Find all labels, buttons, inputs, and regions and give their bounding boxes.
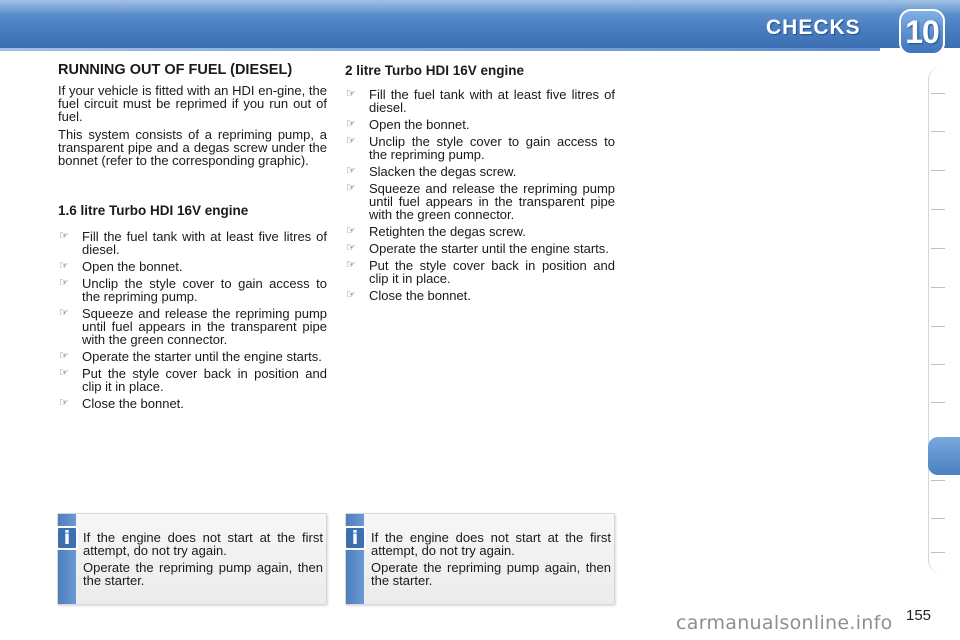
tab-divider [931,93,945,94]
chapter-tab-active[interactable] [928,437,960,475]
list-item [345,289,615,302]
step-text: Retighten the degas screw. [369,224,526,239]
list-item [58,230,327,256]
pointing-hand-icon: ☞ [346,165,356,177]
step-text: Operate the starter until the engine starts. [82,349,322,364]
info-box-text [371,531,611,591]
header-shine [0,0,960,14]
pointing-hand-icon: ☞ [59,230,69,242]
pointing-hand-icon: ☞ [59,367,69,379]
list-item [345,135,615,161]
info-line: If the engine does not start at the first attempt, do not try again. [371,530,611,558]
list-item [345,182,615,221]
step-text: Operate the starter until the engine starts. [369,241,609,256]
step-text: Unclip the style cover to gain access to the repriming pump. [82,276,327,304]
step-text: Unclip the style cover to gain access to the repriming pump. [369,134,615,162]
list-item [345,165,615,178]
system-paragraph: This system consists of a repriming pump, a transparent pipe and a degas screw under the bonnet (refer to the corresponding graphic). [58,127,327,168]
list-item [345,225,615,238]
info-icon: i [344,526,366,550]
engine-heading-1-6: 1.6 litre Turbo HDI 16V engine [58,203,249,218]
section-heading: RUNNING OUT OF FUEL (DIESEL) [58,62,293,78]
tab-divider [931,209,945,210]
step-text: Put the style cover back in position and clip it in place. [82,366,327,394]
list-item [58,350,327,363]
steps-list-2-0 [345,88,615,302]
tab-divider [931,170,945,171]
pointing-hand-icon: ☞ [59,350,69,362]
list-item [58,367,327,393]
list-item [345,88,615,114]
pointing-hand-icon: ☞ [346,135,356,147]
engine-heading-2-0: 2 litre Turbo HDI 16V engine [345,63,525,78]
step-text: Squeeze and release the repriming pump until fuel appears in the transparent pipe with the green connector. [82,306,327,347]
info-box [345,513,615,605]
tab-divider [931,248,945,249]
pointing-hand-icon: ☞ [59,277,69,289]
info-box-text [83,531,323,591]
pointing-hand-icon: ☞ [346,289,356,301]
list-item [345,259,615,285]
list-item [58,307,327,346]
pointing-hand-icon: ☞ [346,118,356,130]
pointing-hand-icon: ☞ [346,182,356,194]
list-item [345,118,615,131]
list-item [58,397,327,410]
info-line: Operate the repriming pump again, then the starter. [371,560,611,588]
step-text: Open the bonnet. [369,117,470,132]
intro-paragraph: If your vehicle is fitted with an HDI en-gine, the fuel circuit must be reprimed if you run out of fuel. [58,83,327,124]
steps-list-1-6 [58,230,327,410]
chapter-number: 10 [905,14,939,50]
step-text: Squeeze and release the repriming pump until fuel appears in the transparent pipe with the green connector. [369,181,615,222]
header-underline [0,48,880,51]
tab-divider [931,402,945,403]
left-column [58,63,327,414]
tab-divider [931,131,945,132]
step-text: Close the bonnet. [369,288,471,303]
page-number: 155 [906,607,932,624]
step-text: Close the bonnet. [82,396,184,411]
info-line: Operate the repriming pump again, then the starter. [83,560,323,588]
right-column [345,63,615,306]
step-text: Put the style cover back in position and clip it in place. [369,258,615,286]
step-text: Slacken the degas screw. [369,164,517,179]
info-box [57,513,327,605]
info-icon: i [56,526,78,550]
watermark: carmanualsonline.info [676,612,893,634]
tab-divider [931,287,945,288]
pointing-hand-icon: ☞ [346,88,356,100]
tab-divider [931,518,945,519]
pointing-hand-icon: ☞ [346,259,356,271]
step-text: Fill the fuel tank with at least five litres of diesel. [369,87,615,115]
pointing-hand-icon: ☞ [59,260,69,272]
pointing-hand-icon: ☞ [346,242,356,254]
tab-divider [931,326,945,327]
section-title: CHECKS [766,16,861,39]
tab-divider [931,364,945,365]
tab-divider [931,552,945,553]
pointing-hand-icon: ☞ [346,225,356,237]
step-text: Fill the fuel tank with at least five litres of diesel. [82,229,327,257]
chapter-tab-rail [928,66,960,574]
pointing-hand-icon: ☞ [59,307,69,319]
list-item [58,260,327,273]
tab-divider [931,480,945,481]
pointing-hand-icon: ☞ [59,397,69,409]
info-line: If the engine does not start at the first attempt, do not try again. [83,530,323,558]
list-item [58,277,327,303]
step-text: Open the bonnet. [82,259,183,274]
list-item [345,242,615,255]
